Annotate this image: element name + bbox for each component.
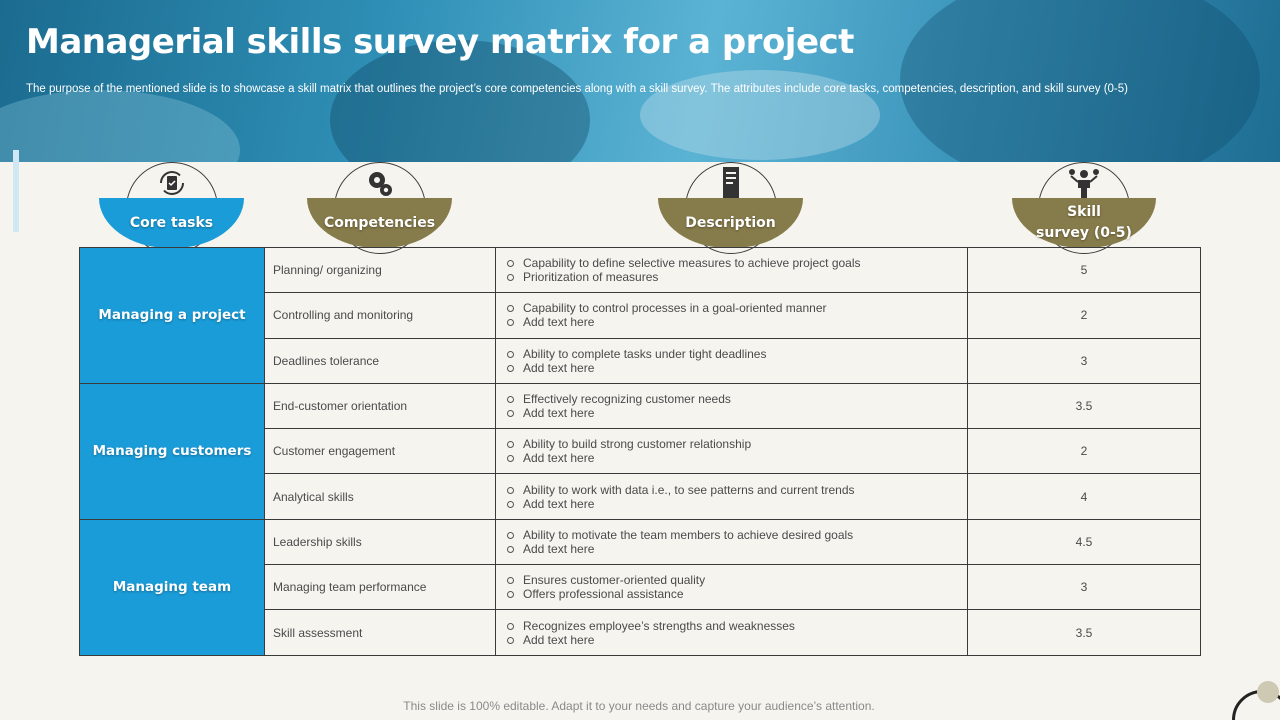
- page-subtitle: The purpose of the mentioned slide is to showcase a skill matrix that outlines the project’s core competencies along with a skill survey. The attributes include core tasks, competencies, description, and skill survey (0-5): [26, 83, 1128, 95]
- group-label: Managing team: [80, 519, 265, 655]
- score-cell: 3: [968, 338, 1201, 383]
- competency-cell: Leadership skills: [265, 519, 496, 564]
- description-cell: Capability to control processes in a goal-oriented manner Add text here: [496, 293, 968, 338]
- score-cell: 3.5: [968, 383, 1201, 428]
- header-description-label: Description: [658, 198, 803, 248]
- competency-cell: Deadlines tolerance: [265, 338, 496, 383]
- score-cell: 2: [968, 293, 1201, 338]
- description-cell: Capability to define selective measures to achieve project goals Prioritization of measures: [496, 248, 968, 293]
- score-cell: 5: [968, 248, 1201, 293]
- table-row: [80, 519, 1201, 564]
- header-core-tasks: [99, 162, 244, 248]
- gears-icon: [363, 166, 397, 200]
- table-row: [80, 383, 1201, 428]
- competency-cell: Analytical skills: [265, 474, 496, 519]
- skills-matrix-table: [79, 247, 1201, 656]
- competency-cell: Controlling and monitoring: [265, 293, 496, 338]
- competency-cell: Planning/ organizing: [265, 248, 496, 293]
- score-cell: 3: [968, 565, 1201, 610]
- description-cell: Ability to work with data i.e., to see patterns and current trends Add text here: [496, 474, 968, 519]
- competency-cell: Customer engagement: [265, 429, 496, 474]
- description-cell: Recognizes employee’s strengths and weaknesses Add text here: [496, 610, 968, 655]
- document-icon: [714, 166, 748, 200]
- score-cell: 2: [968, 429, 1201, 474]
- competency-cell: Managing team performance: [265, 565, 496, 610]
- page-title: Managerial skills survey matrix for a project: [26, 22, 854, 62]
- description-cell: Ability to complete tasks under tight deadlines Add text here: [496, 338, 968, 383]
- group-label: Managing a project: [80, 248, 265, 384]
- description-cell: Effectively recognizing customer needs Add text here: [496, 383, 968, 428]
- header-banner: [0, 0, 1280, 162]
- competency-cell: End-customer orientation: [265, 383, 496, 428]
- header-skill-survey: [1012, 162, 1156, 248]
- person-gears-icon: [1067, 166, 1101, 200]
- clipboard-check-icon: [155, 166, 189, 200]
- side-accent-bar: [13, 150, 19, 232]
- competency-cell: Skill assessment: [265, 610, 496, 655]
- score-cell: 4: [968, 474, 1201, 519]
- header-competencies-label: Competencies: [307, 198, 452, 248]
- table-row: [80, 248, 1201, 293]
- footer-note: This slide is 100% editable. Adapt it to your needs and capture your audience’s attention.: [403, 699, 875, 713]
- decorative-dot: [1257, 681, 1279, 703]
- header-competencies: [307, 162, 452, 248]
- score-cell: 3.5: [968, 610, 1201, 655]
- header-core-tasks-label: Core tasks: [99, 198, 244, 248]
- score-cell: 4.5: [968, 519, 1201, 564]
- header-skill-survey-label: Skill survey (0-5): [1012, 198, 1156, 248]
- group-label: Managing customers: [80, 383, 265, 519]
- header-description: [658, 162, 803, 248]
- description-cell: Ability to build strong customer relationship Add text here: [496, 429, 968, 474]
- description-cell: Ensures customer-oriented quality Offers professional assistance: [496, 565, 968, 610]
- description-cell: Ability to motivate the team members to achieve desired goals Add text here: [496, 519, 968, 564]
